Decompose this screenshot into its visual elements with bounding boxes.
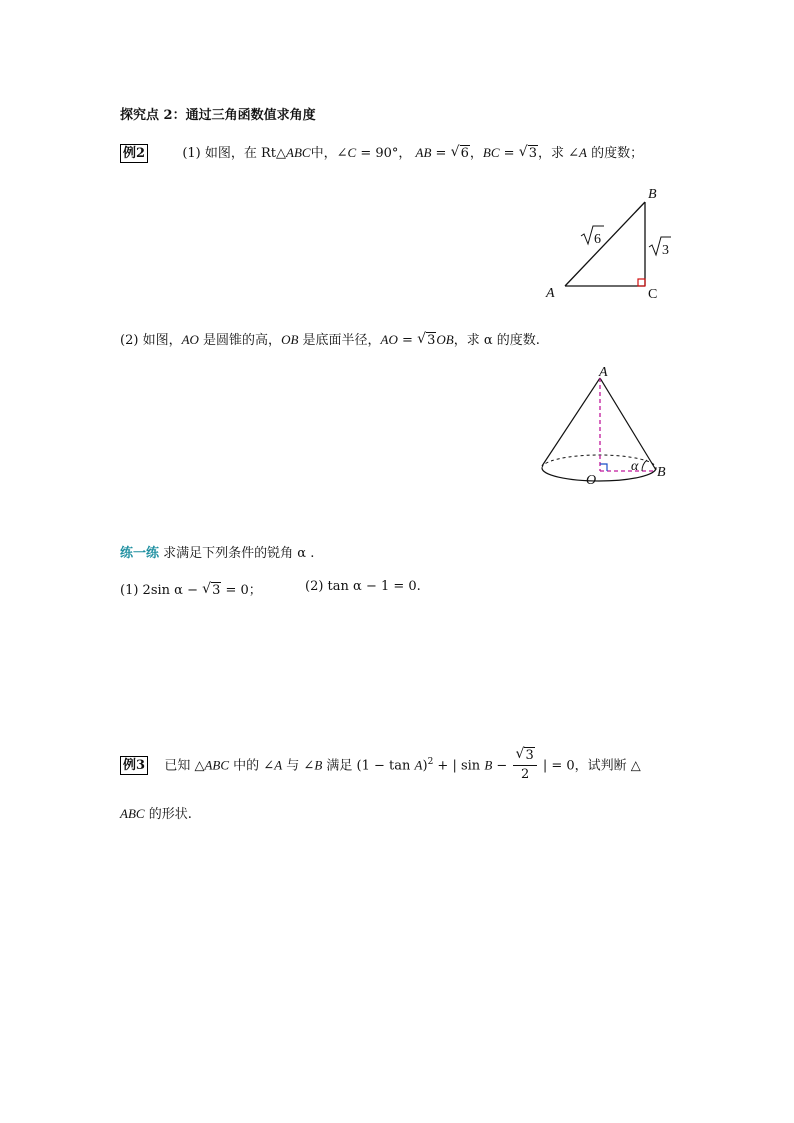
part2-text: 是圆锥的高， [198,333,282,348]
part1-number: (1) [182,146,201,161]
comma: ， [469,146,483,161]
var-abc: ABC [286,145,311,160]
example3-line1 [120,743,641,785]
practice-text: 求满足下列条件的锐角 α . [159,546,315,561]
example3-text: − [492,758,512,774]
label-o: O [586,473,597,488]
part2-number: (2) [120,333,139,348]
var-abc: ABC [204,757,230,773]
label-c: C [648,287,658,302]
var-ob: OB [436,332,454,347]
right-triangle-figure [538,182,678,302]
practice-item-2: (2) tan α − 1 = 0. [305,579,421,594]
label-sqrt6 [581,226,604,247]
practice-item-1-text: = 0； [221,583,262,598]
part1-text: 如图，在 Rt△ [204,146,287,161]
var-b: B [314,757,323,773]
cone-base-front [542,468,656,481]
var-bc: BC [482,145,500,160]
label-b: B [648,187,657,202]
part2-text: ，求 α 的度数. [453,333,540,348]
var-ab: AB [415,145,432,160]
var-a: A [414,757,423,773]
sqrt-three: √ 3 [202,581,221,598]
label-b: B [657,465,666,480]
superscript-two: 2 [427,757,434,767]
cone-figure [536,362,676,490]
var-ob: OB [281,332,299,347]
var-c: C [347,145,357,160]
example3-text: 已知 △ [164,758,205,774]
practice-heading [120,542,314,561]
example3-text: ) [422,758,428,774]
practice-item-1-text: (1) 2sin α − [120,583,203,598]
var-ao: AO [181,332,199,347]
cone-slant-right [600,378,656,470]
var-ao: AO [380,332,398,347]
practice-item-1 [120,579,262,598]
example2-line1 [120,142,643,161]
example3-badge: 例3 [120,756,148,775]
cone-base-back [542,455,656,468]
section-title: 探究点 2：通过三角函数值求角度 [120,108,316,123]
equals: = [397,333,418,348]
example3-line2 [120,803,192,822]
equals: = [499,146,519,161]
hypotenuse-ab [565,202,645,286]
sqrt-three: √ 3 [518,144,537,161]
svg-text:6: 6 [594,232,601,247]
label-a: A [546,286,555,301]
example2-badge: 例2 [120,144,148,163]
cone-slant-left [542,378,600,466]
label-alpha: α [631,459,639,474]
label-a: A [599,365,608,380]
part2-text: 是底面半径， [298,333,381,348]
example3-text: | = 0，试判断 △ [538,758,641,774]
example3-text: 中的 ∠ [229,758,275,774]
right-angle-mark [638,279,645,286]
example3-text: 满足 (1 − tan [322,758,415,774]
practice-label: 练一练 [120,546,160,561]
part2-text: 如图， [142,333,182,348]
label-sqrt3 [649,237,671,258]
svg-text:3: 3 [662,243,669,258]
part1-text: = 90°， [356,146,412,161]
example2-line2 [120,329,540,348]
part1-text: 的度数； [586,146,644,161]
sqrt-six: √ 6 [450,144,469,161]
var-abc: ABC [120,806,145,821]
sqrt-three: √ 3 [417,331,436,348]
example3-text: + | sin [433,758,485,774]
var-a: A [274,757,283,773]
part1-text: 中，∠ [310,146,348,161]
angle-alpha-arc [642,460,647,471]
example3-text: 与 ∠ [282,758,315,774]
part1-text: ，求 ∠ [537,146,579,161]
var-a: A [579,145,587,160]
right-angle-mark [600,464,607,471]
example3-text: 的形状. [144,807,192,822]
fraction-sqrt3-over-2: √ 3 2 [513,747,536,784]
equals: = [431,146,451,161]
var-b: B [484,757,493,773]
